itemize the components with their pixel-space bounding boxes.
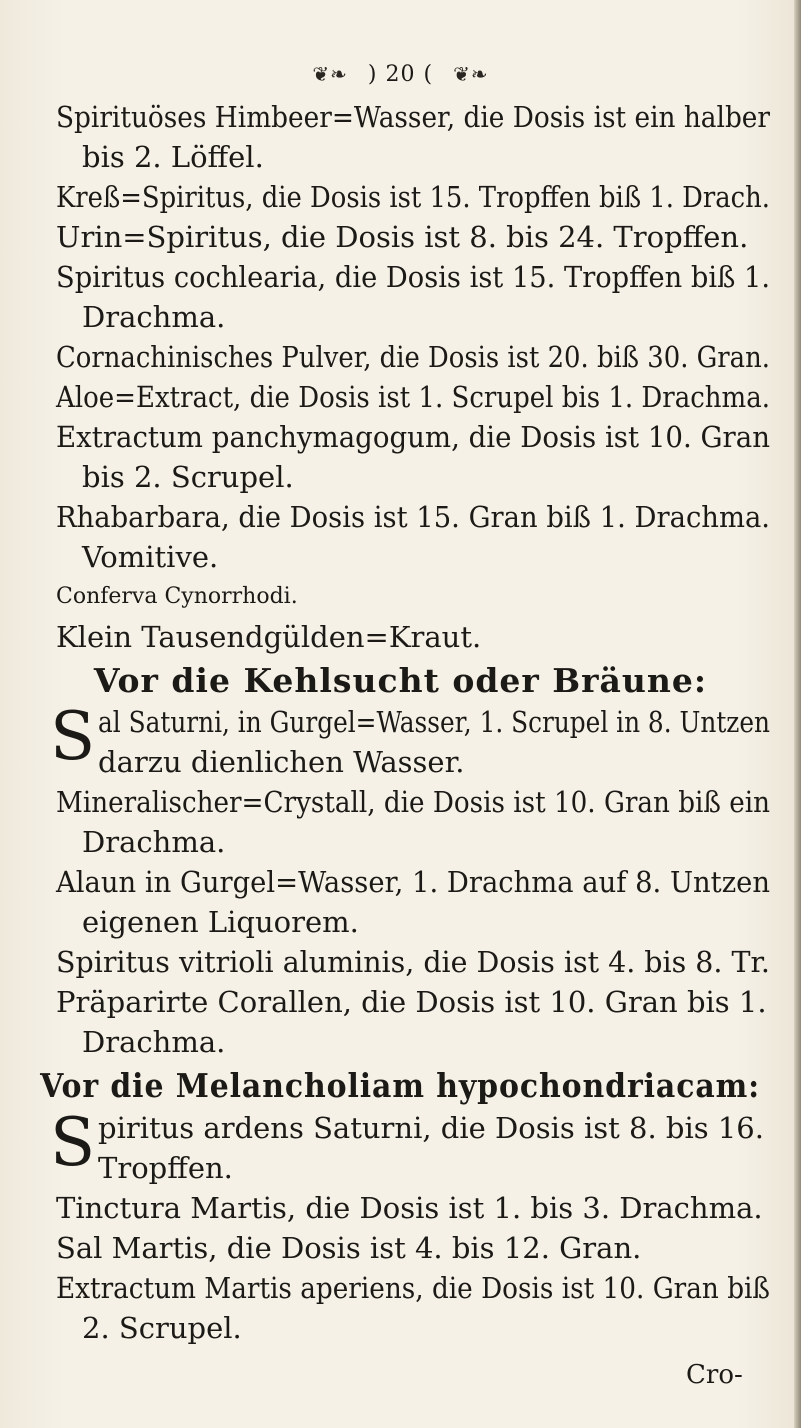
text-line: Drachma. bbox=[82, 300, 226, 334]
text-line: Drachma. bbox=[82, 825, 226, 859]
drop-cap: S bbox=[50, 1104, 96, 1181]
text-line: Rhabarbara, die Dosis ist 15. Gran biß 1. Drachma. bbox=[56, 500, 770, 534]
text-line: Cornachinisches Pulver, die Dosis ist 20. biß 30. Gran. bbox=[56, 340, 770, 374]
text-line: Klein Tausendgülden=Kraut. bbox=[56, 620, 482, 654]
text-line: Tropffen. bbox=[98, 1151, 233, 1185]
text-line: 2. Scrupel. bbox=[82, 1311, 242, 1345]
section-heading: Vor die Melancholiam hypochondriacam: bbox=[40, 1066, 761, 1105]
text-line: Kreß=Spiritus, die Dosis ist 15. Tropffen biß 1. Drach. bbox=[56, 180, 770, 214]
page-header bbox=[0, 62, 801, 87]
catchword: Cro- bbox=[686, 1360, 743, 1390]
text-line: Conferva Cynorrhodi. bbox=[56, 584, 298, 609]
text-line: Mineralischer=Crystall, die Dosis ist 10. Gran biß ein bbox=[56, 785, 770, 819]
text-line: Spiritus cochlearia, die Dosis ist 15. Tropffen biß 1. bbox=[56, 260, 770, 294]
page-number: ) 20 ( bbox=[367, 62, 434, 87]
text-line: Spiritus vitrioli aluminis, die Dosis ist 4. bis 8. Tr. bbox=[56, 945, 770, 979]
page-edge bbox=[794, 0, 801, 1428]
text-line: eigenen Liquorem. bbox=[82, 905, 359, 939]
text-line: Sal Martis, die Dosis ist 4. bis 12. Gran. bbox=[56, 1231, 642, 1265]
drop-cap: S bbox=[50, 698, 96, 775]
ornament-right: ❦❧ bbox=[453, 62, 489, 86]
text-line: bis 2. Scrupel. bbox=[82, 460, 294, 494]
text-line: Spirituöses Himbeer=Wasser, die Dosis ist ein halber bbox=[56, 100, 770, 134]
text-line: Aloe=Extract, die Dosis ist 1. Scrupel bis 1. Drachma. bbox=[56, 380, 770, 414]
text-line: darzu dienlichen Wasser. bbox=[98, 745, 465, 779]
section-heading: Vor die Kehlsucht oder Bräune: bbox=[93, 661, 708, 700]
text-line: Vomitive. bbox=[82, 540, 219, 574]
text-line: Drachma. bbox=[82, 1025, 226, 1059]
text-line: piritus ardens Saturni, die Dosis ist 8. bis 16. bbox=[98, 1111, 764, 1145]
text-line: al Saturni, in Gurgel=Wasser, 1. Scrupel in 8. Untzen bbox=[98, 705, 770, 739]
ornament-left: ❦❧ bbox=[312, 62, 348, 86]
text-line: Extractum Martis aperiens, die Dosis ist 10. Gran biß bbox=[56, 1271, 770, 1305]
text-line: Alaun in Gurgel=Wasser, 1. Drachma auf 8. Untzen bbox=[56, 865, 770, 899]
text-line: Tinctura Martis, die Dosis ist 1. bis 3. Drachma. bbox=[56, 1191, 763, 1225]
text-line: Präparirte Corallen, die Dosis ist 10. Gran bis 1. bbox=[56, 985, 767, 1019]
text-line: bis 2. Löffel. bbox=[82, 140, 264, 174]
text-line: Extractum panchymagogum, die Dosis ist 10. Gran bbox=[56, 420, 770, 454]
text-line: Urin=Spiritus, die Dosis ist 8. bis 24. Tropffen. bbox=[56, 220, 749, 254]
